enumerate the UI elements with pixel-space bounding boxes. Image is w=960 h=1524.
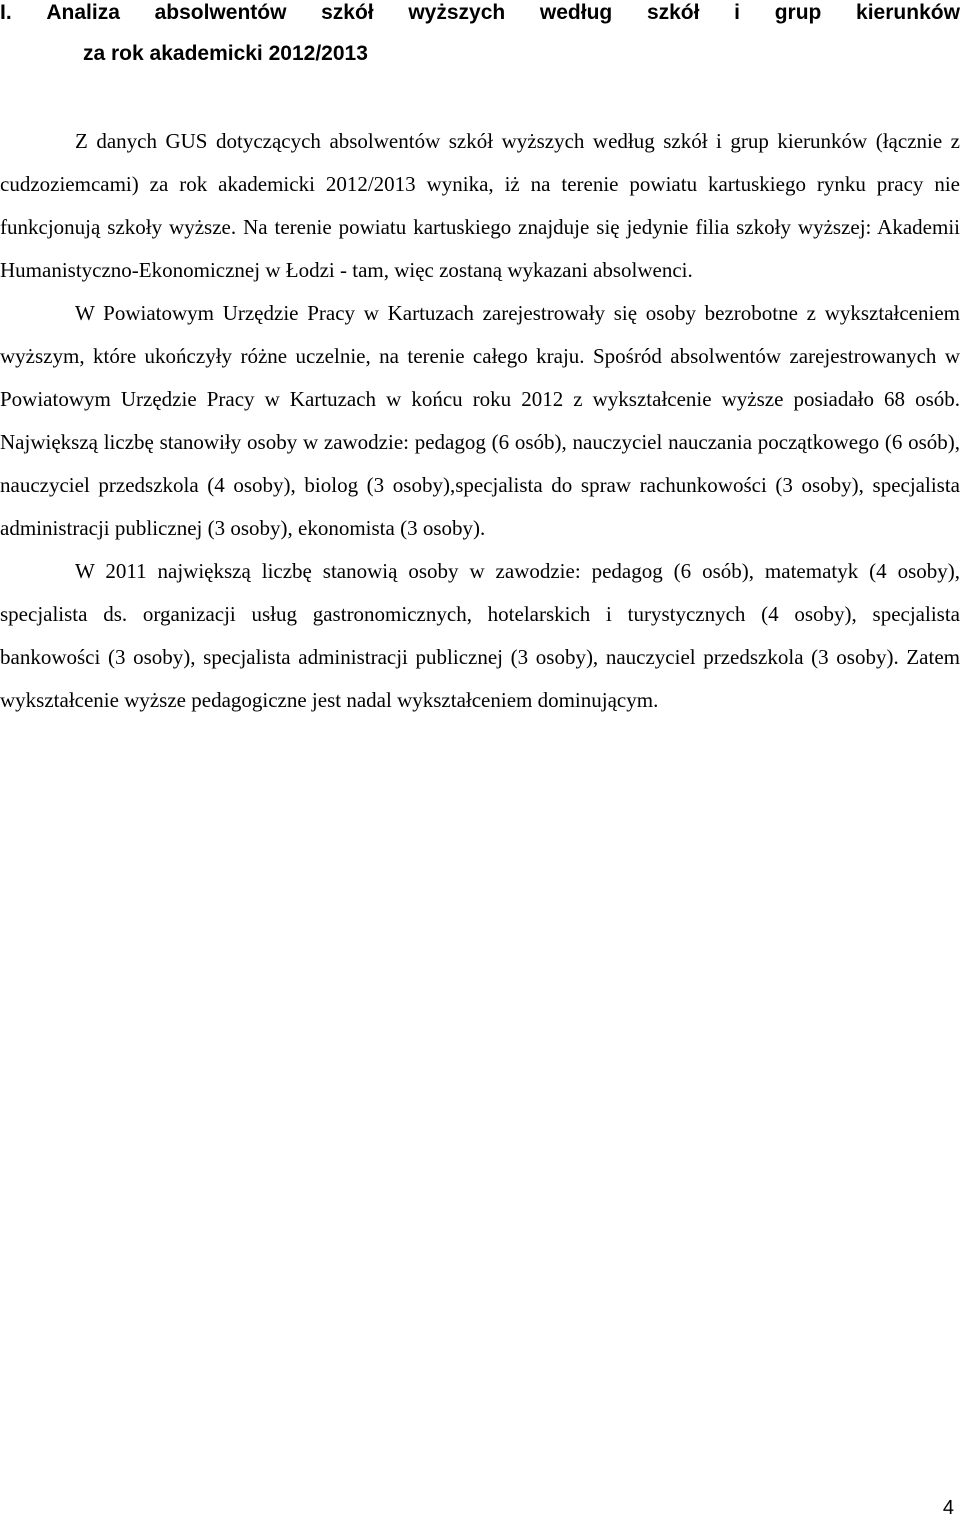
heading-word: grup xyxy=(774,1,822,24)
heading-word: i xyxy=(734,1,741,24)
heading-word: według xyxy=(539,1,613,24)
paragraph-registered-unemployed: W Powiatowym Urzędzie Pracy w Kartuzach zarejestrowały się osoby bezrobotne z wykształceniem wyższym, które ukończyły różne uczelnie, na terenie całego kraju. Spośród absolwentów zarejestrowanych w Powiatowym Urzędzie Pracy w Kartuzach w końcu roku 2012 z wykształcenie wyższe posiadało 68 osób. Największą liczbę stanowiły osoby w zawodzie: pedagog (6 osób), nauczyciel nauczania początkowego (6 osób), nauczyciel przedszkola (4 osoby), biolog (3 osoby),specjalista do spraw rachunkowości (3 osoby), specjalista administracji publicznej (3 osoby), ekonomista (3 osoby). xyxy=(0,301,960,540)
heading-word: Analiza xyxy=(46,1,120,24)
heading-word: szkół xyxy=(321,1,374,24)
heading-line-1 xyxy=(0,0,960,26)
heading-line-2: za rok akademicki 2012/2013 xyxy=(83,42,368,65)
heading-word: absolwentów xyxy=(154,1,287,24)
heading-number: I. xyxy=(0,1,12,24)
section-heading xyxy=(0,0,960,82)
paragraph-gus-data: Z danych GUS dotyczących absolwentów szkół wyższych według szkół i grup kierunków (łącznie z cudzoziemcami) za rok akademicki 2012/2013 wynika, iż na terenie powiatu kartuskiego rynku pracy nie funkcjonują szkoły wyższe. Na terenie powiatu kartuskiego znajduje się jedynie filia szkoły wyższej: Akademii Humanistyczno-Ekonomicznej w Łodzi - tam, więc zostaną wykazani absolwenci. xyxy=(0,129,960,282)
heading-word: szkół xyxy=(646,1,700,24)
heading-word: kierunków xyxy=(856,1,960,24)
page-number: 4 xyxy=(942,1497,954,1519)
heading-word: wyższych xyxy=(408,1,506,24)
document-body xyxy=(0,120,960,722)
paragraph-2011-professions: W 2011 największą liczbę stanowią osoby w zawodzie: pedagog (6 osób), matematyk (4 osoby), specjalista ds. organizacji usług gastronomicznych, hotelarskich i turystycznych (4 osoby), specjalista bankowości (3 osoby), specjalista administracji publicznej (3 osoby), nauczyciel przedszkola (3 osoby). Zatem wykształcenie wyższe pedagogiczne jest nadal wykształceniem dominującym. xyxy=(0,559,960,712)
